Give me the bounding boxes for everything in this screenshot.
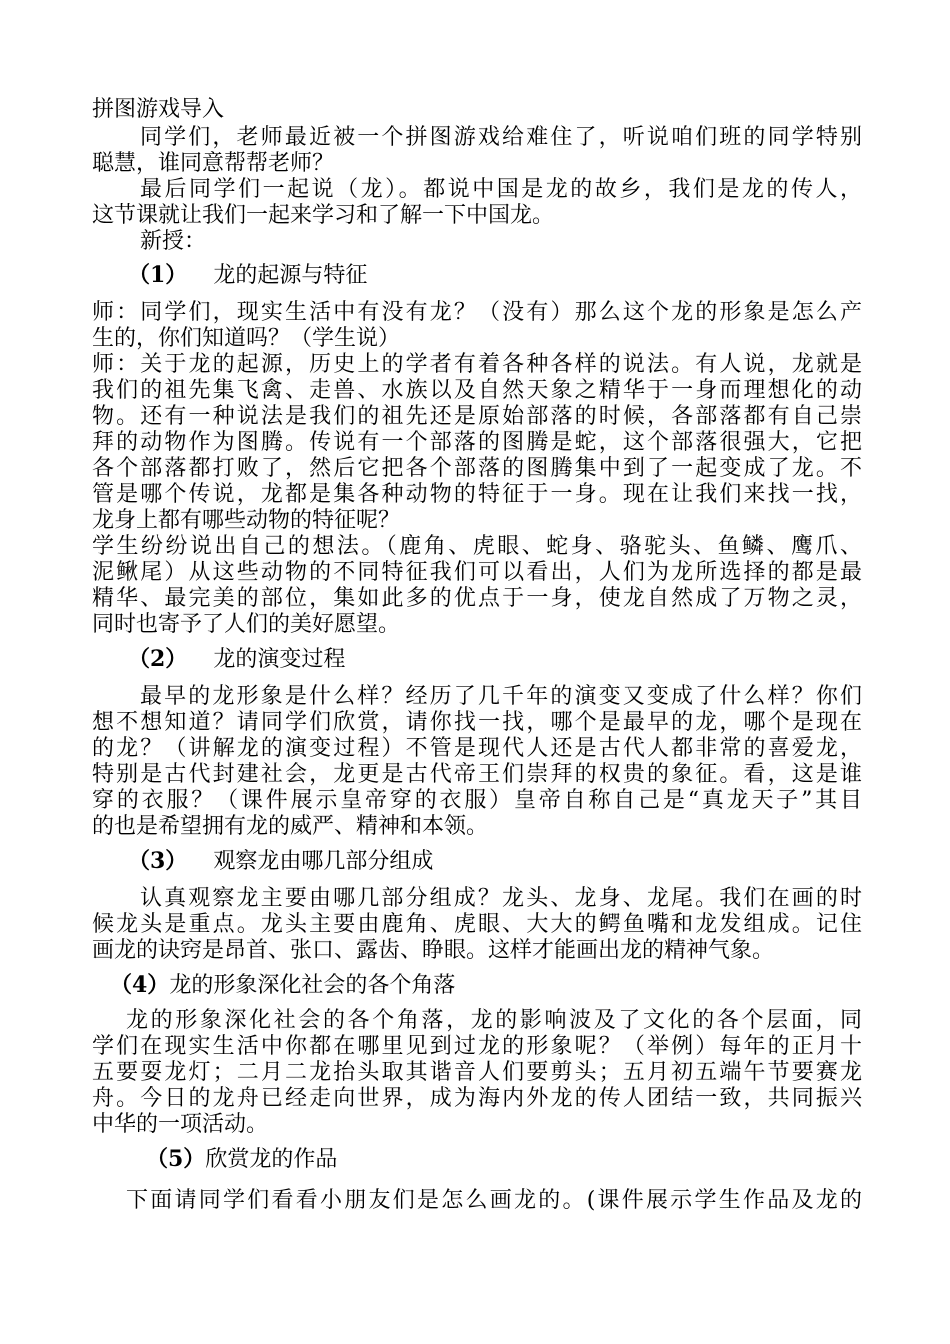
intro-title: 拼图游戏导入: [92, 97, 225, 122]
paragraph-line: 师：关于龙的起源，历史上的学者有着各种各样的说法。有人说，龙就是: [92, 352, 862, 377]
heading-number: （1）: [128, 262, 188, 288]
paragraph-line: 我们的祖先集飞禽、走兽、水族以及自然天象之精华于一身而理想化的动: [92, 378, 862, 403]
paragraph-line: 想不想知道？请同学们欣赏，请你找一找，哪个是最早的龙，哪个是现在: [92, 710, 862, 735]
paragraph-line: 师：同学们，现实生活中有没有龙？（没有）那么这个龙的形象是怎么产: [92, 300, 862, 325]
paragraph-line: 中华的一项活动。: [92, 1112, 269, 1137]
heading-text: 龙的起源与特征: [213, 263, 368, 288]
paragraph-line: 各个部落都打败了，然后它把各个部落的图腾集中到了一起变成了龙。不: [92, 456, 862, 481]
paragraph-line: 这节课就让我们一起来学习和了解一下中国龙。: [92, 203, 555, 228]
paragraph-line: 学们在现实生活中你都在哪里见到过龙的形象呢？（举例）每年的正月十: [92, 1034, 862, 1059]
paragraph-line: 管是哪个传说，龙都是集各种动物的特征于一身。现在让我们来找一找，: [92, 482, 862, 507]
paragraph-line: 最早的龙形象是什么样？经历了几千年的演变又变成了什么样？你们: [140, 684, 862, 709]
paragraph-line: 候龙头是重点。龙头主要由鹿角、虎眼、大大的鳄鱼嘴和龙发组成。记住: [92, 912, 862, 937]
paragraph-line: 学生纷纷说出自己的想法。（鹿角、虎眼、蛇身、骆驼头、鱼鳞、鹰爪、: [92, 534, 862, 559]
heading-text: 观察龙由哪几部分组成: [213, 849, 434, 874]
paragraph-line: 认真观察龙主要由哪几部分组成？龙头、龙身、龙尾。我们在画的时: [140, 886, 862, 911]
paragraph-line: 舟。今日的龙舟已经走向世界，成为海内外龙的传人团结一致，共同振兴: [92, 1086, 862, 1111]
paragraph-line: 下面请同学们看看小朋友们是怎么画龙的。(课件展示学生作品及龙的: [126, 1188, 862, 1213]
paragraph-line: 最后同学们一起说（龙）。都说中国是龙的故乡，我们是龙的传人，: [140, 177, 862, 202]
paragraph-line: 五要耍龙灯；二月二龙抬头取其谐音人们要剪头；五月初五端午节要赛龙: [92, 1060, 862, 1085]
section-label: 新授：: [140, 229, 207, 254]
heading-number: （5）: [146, 1146, 206, 1172]
heading-3: [128, 848, 828, 875]
heading-text: 龙的演变过程: [213, 647, 346, 672]
heading-2: [128, 646, 828, 673]
heading-text: 龙的形象深化社会的各个角落: [169, 973, 456, 998]
paragraph-line: 龙身上都有哪些动物的特征呢？: [92, 508, 401, 533]
heading-5: [146, 1146, 826, 1173]
paragraph-line: 物。还有一种说法是我们的祖先还是原始部落的时候，各部落都有自己崇: [92, 404, 862, 429]
paragraph-line: 龙的形象深化社会的各个角落，龙的影响波及了文化的各个层面，同: [126, 1008, 862, 1033]
heading-text: 欣赏龙的作品: [205, 1147, 338, 1172]
paragraph-line: 生的，你们知道吗？（学生说）: [92, 326, 401, 351]
heading-number: （4）: [110, 972, 170, 998]
paragraph-line: 的也是希望拥有龙的威严、精神和本领。: [92, 814, 489, 839]
heading-4: [110, 972, 830, 999]
paragraph-line: 穿的衣服？（课件展示皇帝穿的衣服）皇帝自称自己是“真龙天子”其目: [92, 788, 862, 813]
paragraph-line: 精华、最完美的部位，集如此多的优点于一身，使龙自然成了万物之灵，: [92, 586, 862, 611]
heading-1: [128, 262, 828, 289]
paragraph-line: 同学们，老师最近被一个拼图游戏给难住了，听说咱们班的同学特别: [140, 125, 862, 150]
paragraph-line: 画龙的诀窍是昂首、张口、露齿、睁眼。这样才能画出龙的精神气象。: [92, 938, 775, 963]
paragraph-line: 泥鳅尾）从这些动物的不同特征我们可以看出，人们为龙所选择的都是最: [92, 560, 862, 585]
paragraph-line: 聪慧，谁同意帮帮老师？: [92, 151, 335, 176]
paragraph-line: 同时也寄予了人们的美好愿望。: [92, 612, 401, 637]
paragraph-line: 的龙？（讲解龙的演变过程）不管是现代人还是古代人都非常的喜爱龙，: [92, 736, 862, 761]
paragraph-line: 特别是古代封建社会，龙更是古代帝王们崇拜的权贵的象征。看，这是谁: [92, 762, 862, 787]
heading-number: （3）: [128, 848, 188, 874]
heading-number: （2）: [128, 646, 188, 672]
paragraph-line: 拜的动物作为图腾。传说有一个部落的图腾是蛇，这个部落很强大，它把: [92, 430, 862, 455]
